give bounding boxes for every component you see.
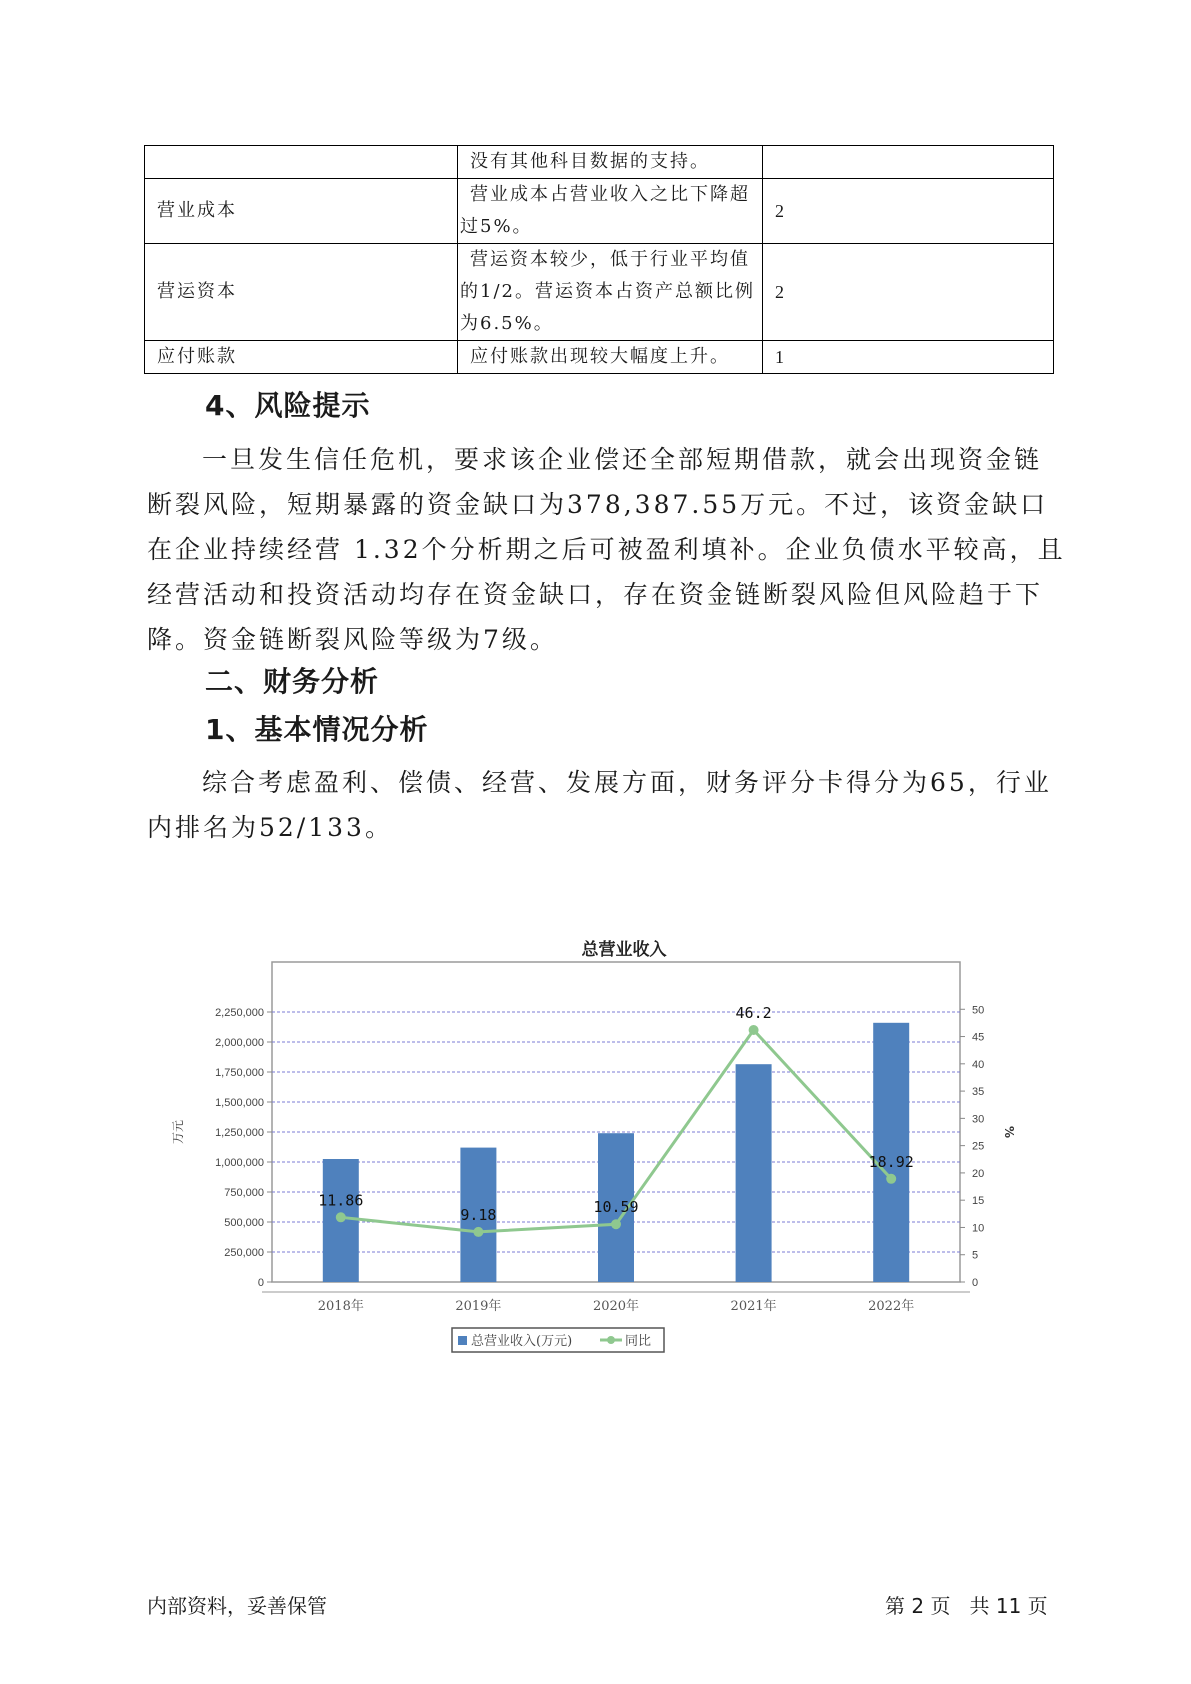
bar-2021年 bbox=[736, 1064, 772, 1282]
y2-tick-label: 45 bbox=[972, 1031, 985, 1044]
table-row bbox=[145, 244, 1054, 341]
x-tick-label: 2021年 bbox=[730, 1299, 777, 1314]
y-tick-label: 1,250,000 bbox=[215, 1127, 264, 1139]
table-cell-item: 营业成本 bbox=[145, 179, 458, 244]
x-tick-label: 2020年 bbox=[592, 1299, 640, 1314]
y2-tick-label: 20 bbox=[972, 1167, 985, 1180]
y2-tick-label: 15 bbox=[972, 1195, 985, 1208]
table-cell-item: 营运资本 bbox=[145, 244, 458, 341]
yoy-data-label: 18.92 bbox=[868, 1152, 914, 1171]
legend-bar-label: 总营业收入(万元) bbox=[471, 1334, 573, 1349]
yoy-data-label: 11.86 bbox=[318, 1191, 364, 1210]
y2-tick-label: 40 bbox=[972, 1058, 985, 1071]
yoy-data-label: 46.2 bbox=[735, 1004, 772, 1022]
y-tick-label: 500,000 bbox=[224, 1217, 264, 1229]
y-tick-label: 1,000,000 bbox=[215, 1157, 264, 1169]
table-row bbox=[145, 341, 1054, 374]
chart-title: 总营业收入 bbox=[581, 940, 667, 960]
table-cell-item bbox=[145, 146, 458, 179]
footer-confidential: 内部资料，妥善保管 bbox=[147, 1594, 327, 1618]
table-cell-score: 2 bbox=[763, 244, 1054, 341]
y2-tick-label: 35 bbox=[972, 1086, 985, 1099]
x-tick-label: 2022年 bbox=[868, 1299, 915, 1314]
basic-analysis-heading: 1、基本情况分析 bbox=[205, 713, 429, 746]
yoy-point bbox=[749, 1025, 759, 1035]
yoy-point bbox=[473, 1227, 483, 1237]
table-row bbox=[145, 146, 1054, 179]
y-tick-label: 2,250,000 bbox=[215, 1007, 264, 1019]
y-tick-label: 750,000 bbox=[224, 1187, 264, 1199]
table-cell-description: 没有其他科目数据的支持。 bbox=[458, 146, 763, 179]
yoy-point bbox=[611, 1219, 621, 1229]
table-cell-score: 1 bbox=[763, 341, 1054, 374]
risk-paragraph: 一旦发生信任危机，要求该企业偿还全部短期借款，就会出现资金链断裂风险，短期暴露的资金缺口为378,387.55万元。不过，该资金缺口在企业持续经营 1.32个分析期之后可被盈利填补。企业负债水平较高，且经营活动和投资活动均存在资金缺口，存在资金链断裂风险但风险趋于下降。资金链断裂风险等级为7级。 bbox=[147, 445, 1066, 654]
yoy-data-label: 10.59 bbox=[593, 1198, 639, 1217]
x-tick-label: 2019年 bbox=[455, 1299, 502, 1314]
revenue-chart bbox=[160, 930, 1020, 1390]
yoy-point bbox=[336, 1212, 346, 1222]
legend-bar-swatch bbox=[458, 1336, 467, 1345]
finance-heading: 二、财务分析 bbox=[205, 665, 380, 698]
yoy-data-label: 9.18 bbox=[460, 1205, 497, 1224]
y-tick-label: 250,000 bbox=[224, 1247, 264, 1259]
table-row bbox=[145, 179, 1054, 244]
y2-tick-label: 30 bbox=[972, 1113, 985, 1126]
table-cell-score: 2 bbox=[763, 179, 1054, 244]
y-tick-label: 1,750,000 bbox=[215, 1067, 264, 1079]
y2-axis-label: % bbox=[1002, 1125, 1016, 1139]
risk-table bbox=[144, 145, 1054, 374]
finance-paragraph: 综合考虑盈利、偿债、经营、发展方面，财务评分卡得分为65，行业内排名为52/133。 bbox=[147, 768, 1052, 842]
y2-tick-label: 25 bbox=[972, 1140, 985, 1153]
y2-tick-label: 5 bbox=[972, 1249, 979, 1262]
table-cell-description: 营业成本占营业收入之比下降超过5%。 bbox=[458, 179, 763, 244]
table-cell-description: 营运资本较少，低于行业平均值的1/2。营运资本占资产总额比例为6.5%。 bbox=[458, 244, 763, 341]
table-cell-description: 应付账款出现较大幅度上升。 bbox=[458, 341, 763, 374]
y2-tick-label: 10 bbox=[972, 1222, 985, 1235]
table-cell-item: 应付账款 bbox=[145, 341, 458, 374]
table-cell-score bbox=[763, 146, 1054, 179]
y2-tick-label: 0 bbox=[972, 1277, 979, 1289]
y2-tick-label: 50 bbox=[972, 1004, 985, 1017]
y-tick-label: 0 bbox=[257, 1277, 264, 1289]
legend-line-label: 同比 bbox=[625, 1334, 652, 1349]
yoy-point bbox=[886, 1174, 896, 1184]
x-tick-label: 2018年 bbox=[317, 1299, 364, 1314]
footer-page-number: 第 2 页 共 11 页 bbox=[885, 1594, 1048, 1618]
y-axis-label: 万元 bbox=[171, 1119, 185, 1145]
risk-heading: 4、风险提示 bbox=[205, 389, 371, 422]
y-tick-label: 1,500,000 bbox=[215, 1097, 264, 1109]
legend-line-marker bbox=[607, 1336, 615, 1344]
y-tick-label: 2,000,000 bbox=[215, 1037, 264, 1049]
